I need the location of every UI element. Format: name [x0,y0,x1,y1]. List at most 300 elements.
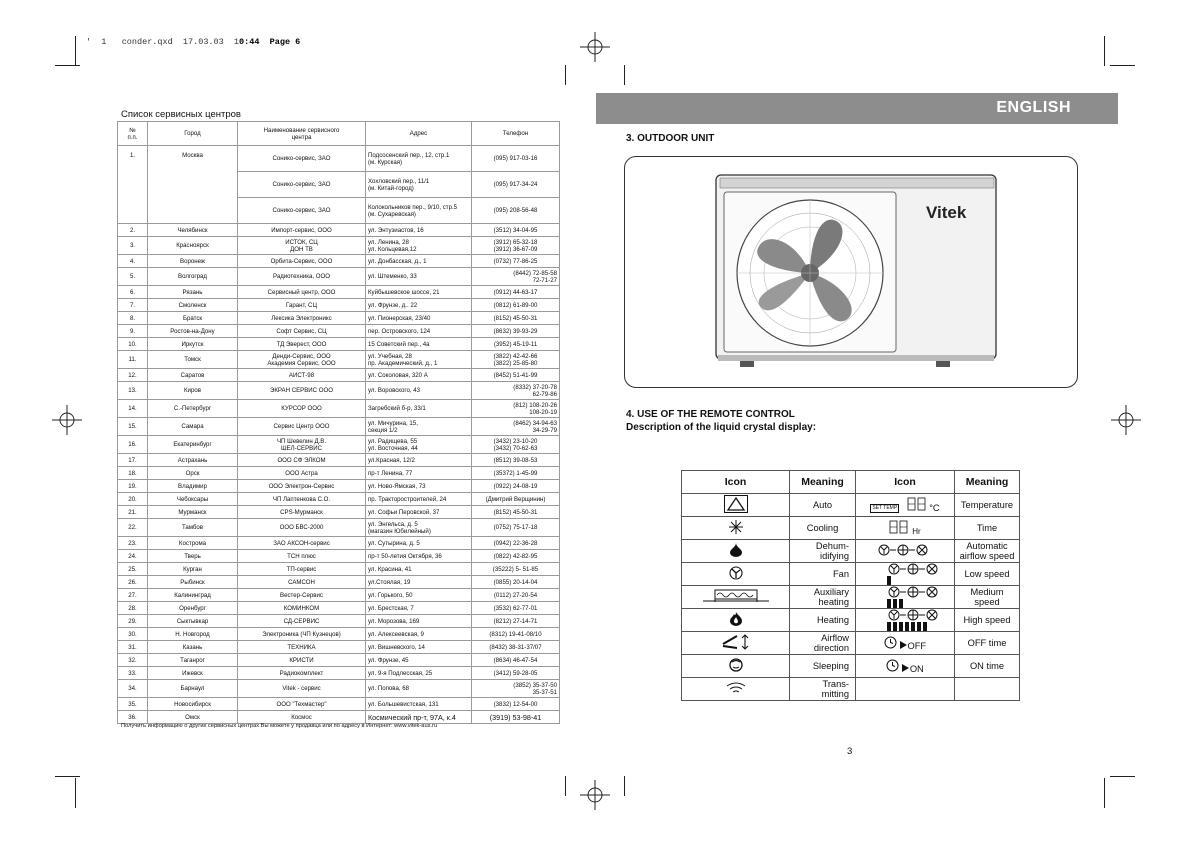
row-phone: (3512) 34-04-95 [472,224,560,237]
row-center-name: СД-СЕРВИС [238,615,366,628]
table-row [118,268,560,286]
row-center-name: ООО Астра [238,467,366,480]
row-phone: (3852) 35-37-50 35-37-51 [472,680,560,698]
row-address: ул. Радищева, 55 ул. Восточная, 44 [366,436,472,454]
row-number: 25. [118,563,148,576]
lcd-meaning: Sleeping [790,655,856,678]
lcd-row [682,563,1020,586]
medium-speed-icon [867,586,943,608]
auto-speed-icon [877,544,933,558]
row-phone: (8632) 39-93-29 [472,325,560,338]
row-center-name: ЧП Шевелин Д.В. ШЕЛ-СЕРВИС [238,436,366,454]
row-center-name: Радиотехника, ООО [238,268,366,286]
row-center-name: Сервис Центр ООО [238,418,366,436]
row-phone: (812) 108-20-26 108-20-19 [472,400,560,418]
table-row [118,325,560,338]
col-header-name: Наименование сервисного центра [238,122,366,146]
row-city: Таганрог [148,654,238,667]
row-phone: (3412) 59-28-05 [472,667,560,680]
lcd-icon-cell [682,609,790,632]
table-header-row [118,122,560,146]
lcd-meaning2 [955,678,1020,701]
row-center-name: CPS-Мурманск [238,506,366,519]
row-address: ул. Ленина, 28 ул. Кольцевая,12 [366,237,472,255]
table-row [118,418,560,436]
row-number: 10. [118,338,148,351]
row-address: Космический пр-т, 97А, к.4 [366,711,472,724]
row-city: Астрахань [148,454,238,467]
row-center-name: ИСТОК, СЦ ДОН ТВ [238,237,366,255]
row-address: ул. Фрунзе, 45 [366,654,472,667]
table-row [118,400,560,418]
row-center-name: КУРСОР ООО [238,400,366,418]
row-number: 8. [118,312,148,325]
crop-mark [1110,65,1135,66]
row-phone: (3532) 62-77-01 [472,602,560,615]
crop-mark [565,65,566,85]
row-number: 20. [118,493,148,506]
table-row [118,654,560,667]
row-address: ул. Воровского, 43 [366,382,472,400]
row-number: 14. [118,400,148,418]
table-row [118,467,560,480]
row-address: ул. Фрунзе, д.. 22 [366,299,472,312]
row-city: Томск [148,351,238,369]
crop-mark [55,65,80,66]
lcd-meaning: Trans- mitting [790,678,856,701]
lcd-icon2-cell [856,586,955,609]
row-address: пер. Островского, 124 [366,325,472,338]
lcd-icon2-cell [856,655,955,678]
row-city: Калининград [148,589,238,602]
row-phone: (3832) 12-54-00 [472,698,560,711]
set-temp-badge: SET TEMP [872,505,898,512]
row-city: Братск [148,312,238,325]
row-phone: (0812) 61-89-00 [472,299,560,312]
lcd-icon-cell [682,494,790,517]
row-center-name: Радиокомплект [238,667,366,680]
lcd-meaning: Cooling [790,517,856,540]
crop-mark [1110,776,1135,777]
lcd-icon2-cell [856,517,955,540]
col-header-address: Адрес [366,122,472,146]
lcd-meaning: Fan [790,563,856,586]
table-row [118,680,560,698]
slug-time: 0:44 [239,37,260,47]
table-row [118,146,560,172]
row-city: Мурманск [148,506,238,519]
sleeping-mode-icon [728,658,744,674]
row-number: 6. [118,286,148,299]
row-city: С.-Петербург [148,400,238,418]
row-center-name: Гарант, СЦ [238,299,366,312]
row-number: 9. [118,325,148,338]
row-phone: (8634) 46-47-54 [472,654,560,667]
row-city: Иркутск [148,338,238,351]
row-number: 18. [118,467,148,480]
registration-mark [580,780,610,810]
row-address: пр-т 50-летия Октября, 36 [366,550,472,563]
row-phone: (8212) 27-14-71 [472,615,560,628]
row-number: 26. [118,576,148,589]
row-number: 11. [118,351,148,369]
service-list-title: Список сервисных центров [121,109,241,120]
row-city: Воронеж [148,255,238,268]
row-address: ул. Вишневского, 14 [366,641,472,654]
table-row [118,382,560,400]
table-row [118,454,560,467]
fan-mode-icon [729,566,743,582]
row-city: Тверь [148,550,238,563]
row-address: ул. Попова, 68 [366,680,472,698]
row-number: 35. [118,698,148,711]
off-timer-icon [884,636,926,651]
row-center-name: Вестер-Сервис [238,589,366,602]
temperature-display-icon [870,497,939,513]
row-city: Рыбинск [148,576,238,589]
lcd-meaning2: Low speed [955,563,1020,586]
row-phone: (0942) 22-36-28 [472,537,560,550]
row-address: ул. Морозова, 169 [366,615,472,628]
row-center-name: Vitek - сервис [238,680,366,698]
lcd-icon2-cell [856,563,955,586]
row-number: 17. [118,454,148,467]
lcd-icon-cell [682,517,790,540]
table-row [118,299,560,312]
row-phone: (0732) 77-86-25 [472,255,560,268]
row-city: Кострома [148,537,238,550]
row-city: Ижевск [148,667,238,680]
outdoor-unit-illustration [700,170,1000,370]
table-row [118,286,560,299]
low-speed-icon [867,563,943,585]
row-number: 13. [118,382,148,400]
row-city: Омск [148,711,238,724]
row-phone: (8332) 37-20-78 62-79-86 [472,382,560,400]
row-center-name: ООО "Техмастер" [238,698,366,711]
row-address: ул. 9-я Подлесская, 25 [366,667,472,680]
table-row [118,369,560,382]
row-city: Екатеринбург [148,436,238,454]
lcd-meaning: Heating [790,609,856,632]
heating-mode-icon [729,612,743,628]
table-row [118,602,560,615]
section-remote-control-heading: 4. USE OF THE REMOTE CONTROL [626,409,795,420]
col-header-num: № п.п. [118,122,148,146]
table-row [118,563,560,576]
row-address: Хохловский пер., 11/1 (м. Китай-город) [366,172,472,198]
row-center-name: Сонико-сервис, ЗАО [238,198,366,224]
lcd-meaning: Auxiliary heating [790,586,856,609]
lcd-icon-cell [682,632,790,655]
row-address: ул.Стоялая, 19 [366,576,472,589]
lcd-row [682,632,1020,655]
row-number: 23. [118,537,148,550]
lcd-meaning: Dehum- idifying [790,540,856,563]
row-phone: (35372) 1-45-99 [472,467,560,480]
row-center-name: АИСТ-98 [238,369,366,382]
row-city: Владимир [148,480,238,493]
row-center-name: Электроника (ЧП Кузнецов) [238,628,366,641]
row-city: Волгоград [148,268,238,286]
row-address: ул.Красная, 12/2 [366,454,472,467]
row-phone: (8152) 45-50-31 [472,506,560,519]
row-phone: (095) 208-56-48 [472,198,560,224]
row-city: Оренбург [148,602,238,615]
row-city: Казань [148,641,238,654]
table-row [118,255,560,268]
table-row [118,493,560,506]
col-header-city: Город [148,122,238,146]
row-city: Новосибирск [148,698,238,711]
row-number: 4. [118,255,148,268]
lcd-icon-cell [682,586,790,609]
lcd-meaning2: Automatic airflow speed [955,540,1020,563]
lcd-icon2-cell [856,609,955,632]
celsius-unit: °C [929,502,940,513]
row-number: 28. [118,602,148,615]
lcd-icon2-cell [856,540,955,563]
row-number: 24. [118,550,148,563]
row-address: ул. Сутырина, д. 5 [366,537,472,550]
row-center-name: Сервисный центр, ООО [238,286,366,299]
row-number: 12. [118,369,148,382]
table-row [118,351,560,369]
lcd-icon-cell [682,563,790,586]
row-city: Рязань [148,286,238,299]
footnote: Получить информацию о других сервисных центрах Вы можете у продавца или по адресу в Интернет: www.vitek-aus.ru [121,723,438,729]
row-center-name: ООО Электрон-Сервис [238,480,366,493]
row-city: Чебоксары [148,493,238,506]
row-address: ул. Энтузиастов, 16 [366,224,472,237]
table-row [118,537,560,550]
table-row [118,506,560,519]
lcd-meaning2: Medium speed [955,586,1020,609]
table-row [118,436,560,454]
row-city: Барнаул [148,680,238,698]
row-number: 31. [118,641,148,654]
row-city: Москва [148,146,238,224]
row-address: Куйбышевское шоссе, 21 [366,286,472,299]
row-address: ул. Брестская, 7 [366,602,472,615]
row-center-name: Орбита-Сервис, ООО [238,255,366,268]
row-center-name: Сонико-сервис, ЗАО [238,172,366,198]
lcd-icon-cell [682,678,790,701]
registration-mark [580,32,610,62]
lcd-icon-cell [682,540,790,563]
row-center-name: Денди-Сервис, ООО Академия Сервис, ООО [238,351,366,369]
row-phone: (Дмитрий Верщинин) [472,493,560,506]
lcd-row [682,678,1020,701]
section-lcd-subheading: Description of the liquid crystal display: [626,422,817,433]
table-row [118,550,560,563]
lcd-icon-cell [682,655,790,678]
row-phone: (0855) 20-14-04 [472,576,560,589]
lcd-icon2-cell [856,632,955,655]
lcd-header-row [682,471,1020,494]
lcd-icon2-cell [856,678,955,701]
row-city: Н. Новгород [148,628,238,641]
row-number: 15. [118,418,148,436]
table-row [118,338,560,351]
table-row [118,224,560,237]
row-phone: (8432) 38-31-37/07 [472,641,560,654]
lcd-row [682,609,1020,632]
row-city: Саратов [148,369,238,382]
row-number: 32. [118,654,148,667]
row-number: 34. [118,680,148,698]
lcd-meaning2: High speed [955,609,1020,632]
slug-prefix: ' 1 conder.qxd 17.03.03 1 [86,37,240,47]
lcd-col-icon2: Icon [856,471,955,494]
row-center-name: ТП-сервис [238,563,366,576]
lcd-meaning: Airflow direction [790,632,856,655]
row-phone: (0822) 42-82-95 [472,550,560,563]
lcd-row [682,540,1020,563]
row-address: ул. Учебная, 28 пр. Академический, д., 1 [366,351,472,369]
high-speed-icon [867,609,943,631]
row-address: ул. Красина, 41 [366,563,472,576]
row-number: 3. [118,237,148,255]
lcd-row [682,494,1020,517]
row-address: ул. Мичурина, 15, секция 1/2 [366,418,472,436]
row-phone: (3919) 53-98-41 [472,711,560,724]
lcd-description-table [681,470,1020,701]
row-center-name: САМСОН [238,576,366,589]
row-center-name: ООО СФ ЭЛКОМ [238,454,366,467]
hour-unit: Hr [912,526,921,536]
table-row [118,519,560,537]
crop-mark [75,36,76,66]
row-number: 5. [118,268,148,286]
row-city: Самара [148,418,238,436]
row-address: ул. Штеменко, 33 [366,268,472,286]
row-address: Колокольников пер., 9/10, стр.5 (м. Сухаревская) [366,198,472,224]
on-label: ON [909,663,924,674]
table-row [118,667,560,680]
row-center-name: ООО БВС-2000 [238,519,366,537]
row-center-name: ЗАО АКСОН-сервис [238,537,366,550]
auto-mode-icon [724,495,748,515]
row-phone: (095) 917-03-16 [472,146,560,172]
table-row [118,480,560,493]
row-center-name: ТЕХНИКА [238,641,366,654]
row-number: 2. [118,224,148,237]
row-center-name: Софт Сервис, СЦ [238,325,366,338]
language-label: ENGLISH [996,99,1071,116]
crop-mark [624,65,625,85]
crop-mark [565,776,566,796]
table-row [118,641,560,654]
row-number: 1. [118,146,148,224]
table-row [118,628,560,641]
row-city: Киров [148,382,238,400]
table-row [118,312,560,325]
row-city: Смоленск [148,299,238,312]
row-phone: (3912) 65-32-18 (3912) 36-67-09 [472,237,560,255]
row-address: 15 Советский пер., 4а [366,338,472,351]
row-phone: (0912) 44-63-17 [472,286,560,299]
row-number: 27. [118,589,148,602]
cooling-mode-icon [728,519,744,537]
lcd-col-icon: Icon [682,471,790,494]
row-number: 30. [118,628,148,641]
row-number: 7. [118,299,148,312]
row-number: 19. [118,480,148,493]
row-number: 29. [118,615,148,628]
row-address: Подсосенский пер., 12, стр.1 (м. Курская) [366,146,472,172]
row-city: Сыктывкар [148,615,238,628]
slug-page: Page 6 [269,37,301,47]
row-city: Орск [148,467,238,480]
row-address: Загребский б-р, 33/1 [366,400,472,418]
row-phone: (8312) 19-41-08/10 [472,628,560,641]
row-center-name: Импорт-сервис, ООО [238,224,366,237]
airflow-direction-icon [721,634,751,652]
lcd-col-meaning2: Meaning [955,471,1020,494]
row-phone: (8462) 34-94-63 34-29-79 [472,418,560,436]
lcd-meaning: Auto [790,494,856,517]
registration-mark [52,405,82,435]
row-address: пр-т Ленина, 77 [366,467,472,480]
lcd-meaning2: Temperature [955,494,1020,517]
row-city: Курган [148,563,238,576]
row-phone: (8152) 45-50-31 [472,312,560,325]
crop-mark [1104,778,1105,808]
row-city: Красноярск [148,237,238,255]
lcd-meaning2: OFF time [955,632,1020,655]
row-phone: (8442) 72-85-58 72-71-27 [472,268,560,286]
row-phone: (8452) 51-41-99 [472,369,560,382]
row-address: ул. Пионерская, 23/40 [366,312,472,325]
row-number: 21. [118,506,148,519]
lcd-row [682,586,1020,609]
row-phone: (3822) 42-42-66 (3822) 25-85-80 [472,351,560,369]
table-row [118,698,560,711]
language-header-bar [596,93,1118,124]
row-phone: (0922) 24-08-19 [472,480,560,493]
row-center-name: Лексика Электроникс [238,312,366,325]
row-address: ул. Алексеевская, 9 [366,628,472,641]
row-phone: (3432) 23-10-20 (3432) 70-62-63 [472,436,560,454]
row-address: ул. Большевистская, 131 [366,698,472,711]
row-number: 33. [118,667,148,680]
row-number: 22. [118,519,148,537]
row-number: 16. [118,436,148,454]
row-center-name: Сонико-сервис, ЗАО [238,146,366,172]
crop-mark [624,776,625,796]
off-label: OFF [907,640,927,651]
row-phone: (0112) 27-20-54 [472,589,560,602]
row-number: 36. [118,711,148,724]
table-row [118,589,560,602]
auxiliary-heating-icon [701,588,771,606]
registration-mark [1111,405,1141,435]
lcd-meaning2: ON time [955,655,1020,678]
row-city: Тамбов [148,519,238,537]
row-address: пр. Тракторостроителей, 24 [366,493,472,506]
lcd-meaning2: Time [955,517,1020,540]
table-row [118,576,560,589]
row-address: ул. Энгельса, д. 5 (магазин Юбилейный) [366,519,472,537]
dehumidify-mode-icon [730,543,742,559]
row-center-name: КРИСТИ [238,654,366,667]
table-row [118,237,560,255]
col-header-phone: Телефон [472,122,560,146]
row-address: ул. Горького, 50 [366,589,472,602]
crop-mark [1104,36,1105,66]
row-city: Челябинск [148,224,238,237]
